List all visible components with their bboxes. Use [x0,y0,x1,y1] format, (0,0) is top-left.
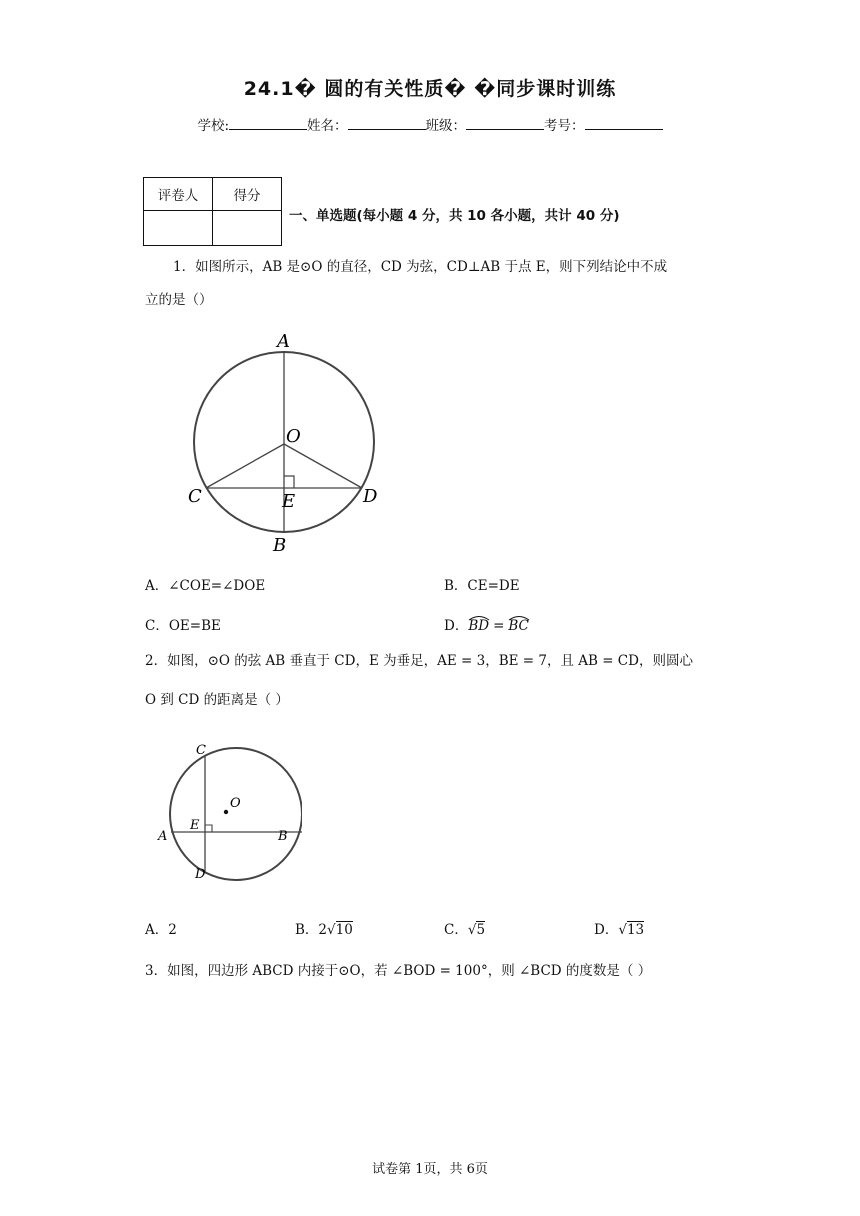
score-header: 得分 [213,178,282,211]
q1-option-b[interactable]: B．CE=DE [444,578,520,594]
q2-label-b: B [278,829,288,844]
q2-center-dot [224,810,228,814]
q1-text-line1: 1．如图所示，AB 是⊙O 的直径，CD 为弦，CD⊥AB 于点 E，则下列结论中不成 [173,259,668,275]
q2-option-d-prefix: D． [594,922,619,938]
sqrt-icon: √ [618,922,627,938]
name-blank [348,117,426,130]
school-blank [229,117,307,130]
q2-label-o: O [230,796,241,811]
q2-option-b-radicand: 10 [335,922,353,938]
arc-mark-icon [468,615,490,621]
exam-no-blank [585,117,663,130]
arc-mark-icon [508,615,530,621]
q1-arc-bc [508,618,529,634]
q1-arc-bc-text: BC [508,618,529,634]
q1-label-b: B [273,535,287,556]
q2-option-b-prefix: B． [295,922,319,938]
exam-no-label: 考号： [544,118,585,134]
q3-text: 3．如图，四边形 ABCD 内接于⊙O，若 ∠BOD = 100°，则 ∠BCD 的度数是（ ） [145,963,652,979]
sqrt-icon: √ [327,922,336,938]
grader-header: 评卷人 [144,178,213,211]
q2-option-d-radicand: 13 [626,922,645,938]
q2-option-c-radicand: 5 [476,922,486,938]
q1-option-d-prefix: D． [444,618,469,634]
score-cell [213,211,282,246]
q1-label-d: D [363,486,378,507]
q1-right-angle-mark [284,476,294,488]
name-label: 姓名： [307,118,348,134]
q1-option-a[interactable]: A．∠COE=∠DOE [145,578,266,594]
q1-segment-oc [206,444,284,488]
q2-option-c[interactable] [444,918,485,938]
q1-label-c: C [188,486,202,507]
score-table [143,177,282,246]
q1-option-c[interactable]: C．OE=BE [145,618,221,634]
grader-cell [144,211,213,246]
q2-label-d: D [195,867,206,882]
q1-label-e: E [282,491,296,512]
q1-figure [180,325,410,560]
q2-label-c: C [196,743,206,758]
sqrt-icon: √ [467,922,477,938]
page-footer: 试卷第 1页，共 6页 [372,1162,488,1177]
q1-arc-bd-text: BD [468,618,490,634]
q2-figure [152,740,302,885]
q2-text-line1: 2．如图，⊙O 的弦 AB 垂直于 CD，E 为垂足，AE = 3，BE = 7，且 AB = CD，则圆心 [145,653,693,669]
section-heading: 一、单选题(每小题 4 分，共 10 各小题，共计 40 分) [289,208,620,224]
q1-text-line2: 立的是（） [145,292,213,308]
q2-option-b-coef: 2 [318,922,328,938]
student-info-line [0,114,860,134]
q2-label-a: A [158,829,168,844]
q2-right-angle-mark [205,825,212,832]
q2-circle [170,748,302,880]
q2-option-b[interactable] [295,918,353,938]
q1-label-a: A [277,331,290,352]
q2-option-c-prefix: C． [444,922,468,938]
q2-option-d[interactable] [594,918,644,938]
q1-arc-bd [468,618,489,634]
school-label: 学校: [197,118,230,134]
q1-option-d[interactable] [444,614,529,634]
q1-option-d-eq: = [493,618,505,634]
q1-segment-od [284,444,362,488]
q2-label-e: E [190,818,200,833]
q1-label-o: O [286,426,301,447]
q2-text-line2: O 到 CD 的距离是（ ） [145,692,289,708]
q2-option-a[interactable]: A．2 [145,922,177,938]
class-label: 班级： [425,118,467,134]
page-title: 24.1� 圆的有关性质� �同步课时训练 [243,78,617,100]
class-blank [466,117,544,130]
